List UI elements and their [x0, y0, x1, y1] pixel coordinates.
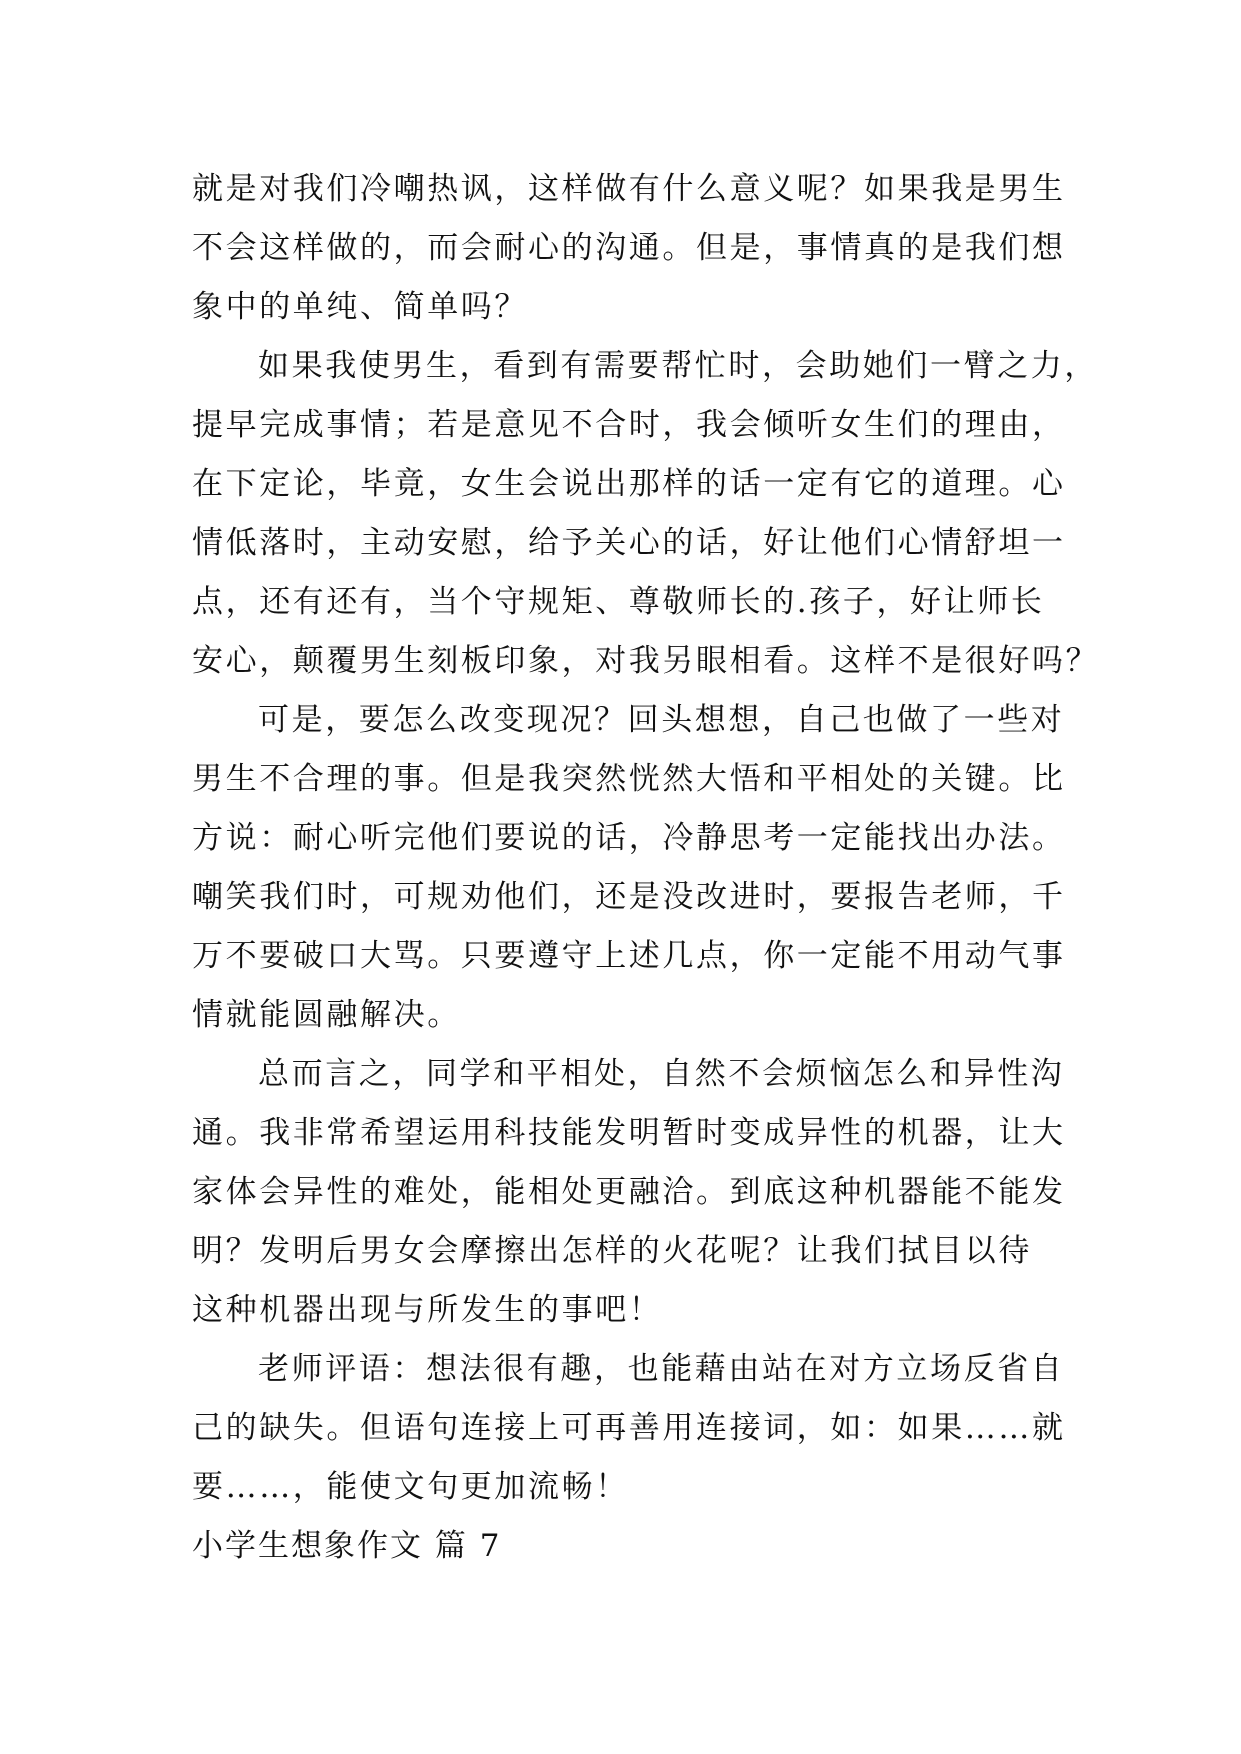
text-line: 要……，能使文句更加流畅！	[192, 1469, 629, 1505]
text-line: 安心，颠覆男生刻板印象，对我另眼相看。这样不是很好吗？	[192, 643, 1100, 679]
document-page	[192, 160, 1100, 1576]
text-line: 在下定论，毕竟，女生会说出那样的话一定有它的道理。心	[192, 466, 1066, 502]
text-line: 家体会异性的难处，能相处更融洽。到底这种机器能不能发	[192, 1174, 1066, 1210]
text-line: 就是对我们冷嘲热讽，这样做有什么意义呢？如果我是男生	[192, 171, 1066, 207]
section-heading: 小学生想象作文 篇 7	[192, 1528, 502, 1564]
text-line: 情就能圆融解决。	[192, 997, 461, 1033]
text-line: 男生不合理的事。但是我突然恍然大悟和平相处的关键。比	[192, 761, 1066, 797]
text-line: 象中的单纯、简单吗？	[192, 289, 528, 325]
text-line: 情低落时，主动安慰，给予关心的话，好让他们心情舒坦一	[192, 525, 1066, 561]
text-line: 总而言之，同学和平相处，自然不会烦恼怎么和异性沟	[258, 1056, 1065, 1092]
text-line: 如果我使男生，看到有需要帮忙时，会助她们一臂之力，	[258, 348, 1098, 384]
text-line: 不会这样做的，而会耐心的沟通。但是，事情真的是我们想	[192, 230, 1066, 266]
text-line: 嘲笑我们时，可规劝他们，还是没改进时，要报告老师，千	[192, 879, 1066, 915]
text-line: 可是，要怎么改变现况？回头想想，自己也做了一些对	[258, 702, 1065, 738]
text-line: 方说：耐心听完他们要说的话，冷静思考一定能找出办法。	[192, 820, 1066, 856]
document-body	[192, 160, 1100, 1517]
text-line: 这种机器出现与所发生的事吧！	[192, 1292, 663, 1328]
text-line: 通。我非常希望运用科技能发明暂时变成异性的机器，让大	[192, 1115, 1066, 1151]
text-line: 老师评语：想法很有趣，也能藉由站在对方立场反省自	[258, 1351, 1065, 1387]
text-line: 万不要破口大骂。只要遵守上述几点，你一定能不用动气事	[192, 938, 1066, 974]
text-line: 点，还有还有，当个守规矩、尊敬师长的.孩子，好让师长	[192, 584, 1045, 620]
text-line: 己的缺失。但语句连接上可再善用连接词，如：如果……就	[192, 1410, 1066, 1446]
text-line: 明？发明后男女会摩擦出怎样的火花呢？让我们拭目以待	[192, 1233, 1032, 1269]
text-line: 提早完成事情；若是意见不合时，我会倾听女生们的理由，	[192, 407, 1066, 443]
